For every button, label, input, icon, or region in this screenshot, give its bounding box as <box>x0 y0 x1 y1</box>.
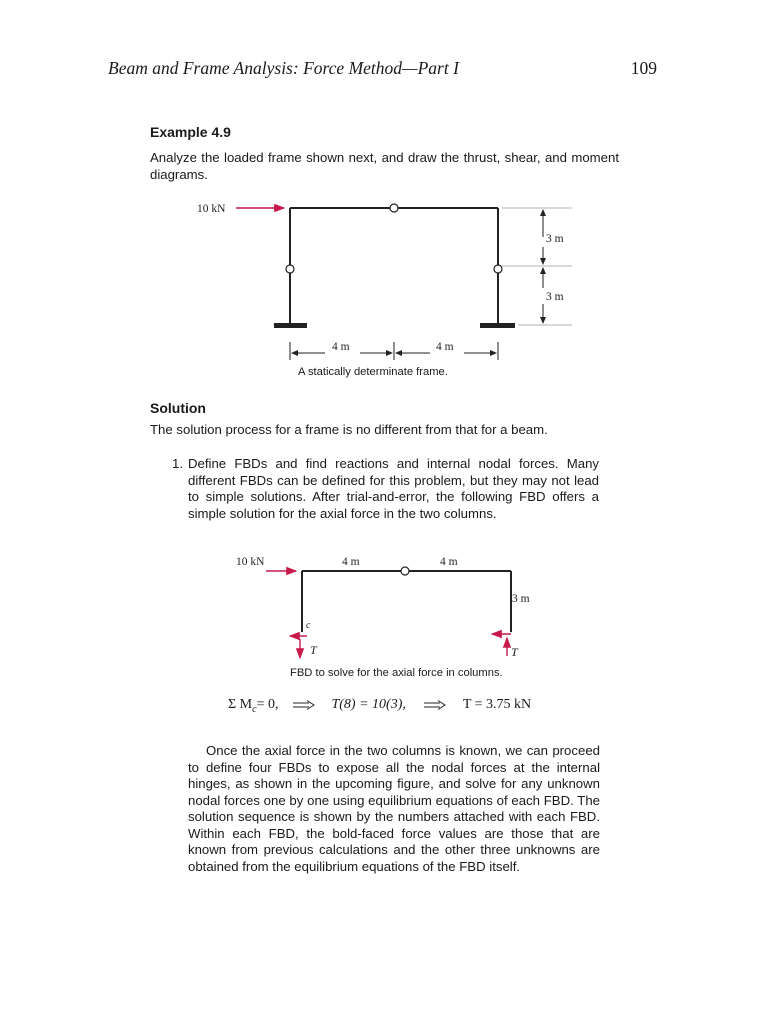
fbd-figure <box>230 550 540 660</box>
hinge-top <box>390 204 398 212</box>
solution-intro: The solution process for a frame is no different from that for a beam. <box>150 422 548 437</box>
fbd-dim-height: 3 m <box>512 593 530 605</box>
hinge-right <box>494 265 502 273</box>
figure2-caption: FBD to solve for the axial force in columns. <box>290 667 503 679</box>
hinge-left <box>286 265 294 273</box>
dim-left-label: 4 m <box>332 341 350 353</box>
step1-number: 1. <box>172 456 183 471</box>
dim-upper-label: 3 m <box>546 233 564 245</box>
figure1-caption: A statically determinate frame. <box>298 366 448 378</box>
equation-result: T = 3.75 kN <box>462 697 532 712</box>
frame-figure <box>180 192 600 362</box>
point-c-label: c <box>306 620 311 631</box>
support-right <box>480 323 515 328</box>
example-title: Example 4.9 <box>150 124 231 140</box>
equation-sum: Σ M <box>228 697 253 712</box>
fbd-load-label: 10 kN <box>236 556 265 568</box>
solution-heading: Solution <box>150 400 206 416</box>
force-left-label: T <box>310 643 317 657</box>
equation <box>228 697 531 715</box>
page-number: 109 <box>630 58 657 78</box>
step1-text: Define FBDs and find reactions and internal nodal forces. Many different FBDs can be defined for this problem, but they may not lead to simple solutions. After trial-and-error, the following FBD offers a simple solution for the axial force in the two columns. <box>188 456 599 521</box>
dim-lower-label: 3 m <box>546 291 564 303</box>
implies-arrow-icon <box>292 700 316 710</box>
implies-arrow-icon <box>423 700 447 710</box>
fbd-dim-left: 4 m <box>342 556 360 568</box>
problem-text: Analyze the loaded frame shown next, and draw the thrust, shear, and moment diagrams. <box>150 150 619 182</box>
running-title: Beam and Frame Analysis: Force Method—Part I <box>108 58 459 78</box>
equation-moment: T(8) = 10(3), <box>331 697 406 712</box>
fbd-dim-right: 4 m <box>440 556 458 568</box>
support-left <box>274 323 307 328</box>
explanation-paragraph: Once the axial force in the two columns is known, we can proceed to define four FBDs to expose all the nodal forces at the internal hinges, as shown in the upcoming figure, and solve for any unknown nodal forces one by one using equilibrium equations of each FBD. The solution sequence is shown by the numbers attached with each FBD. Within each FBD, the bold-faced force values are those that are known from previous calculations and the other three unknowns are obtained from the equilibrium equations of the FBD itself. <box>188 743 600 874</box>
load-label: 10 kN <box>197 203 226 215</box>
dim-right-label: 4 m <box>436 341 454 353</box>
force-right-label: T <box>511 645 518 659</box>
equation-subscript: c <box>252 703 257 715</box>
equation-equals-zero: = 0, <box>256 697 279 712</box>
fbd-hinge <box>401 567 409 575</box>
